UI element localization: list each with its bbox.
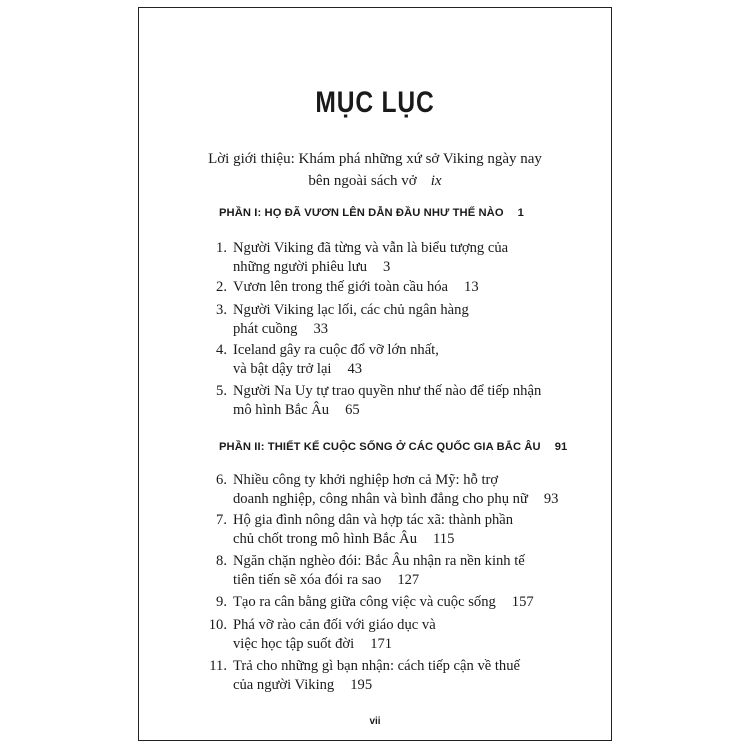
intro-entry <box>139 148 611 192</box>
entry-page-number: 127 <box>397 572 420 588</box>
part-label: PHẦN II: THIẾT KẾ CUỘC SỐNG Ở CÁC QUỐC GIA BẮC ÂU <box>219 441 541 453</box>
entry-text <box>233 552 525 590</box>
entry-line-1: Hộ gia đình nông dân và hợp tác xã: thành phần <box>233 512 514 528</box>
entry-line-1: Nhiều công ty khởi nghiệp hơn cả Mỹ: hỗ trợ <box>233 472 499 488</box>
entry-number: 2. <box>216 279 227 295</box>
entry-line-2 <box>233 320 469 339</box>
entry-line-1: Ngăn chặn nghèo đói: Bắc Âu nhận ra nền kinh tế <box>233 553 525 569</box>
entry-line-2-text: mô hình Bắc Âu <box>233 402 330 418</box>
page-number-footer: vii <box>369 716 381 727</box>
entry-line-2-text: và bật dậy trở lại <box>233 361 332 377</box>
entry-line-1: Phá vỡ rào cản đối với giáo dục và <box>233 617 436 633</box>
entry-page-number: 171 <box>370 636 393 652</box>
entry-page-number: 3 <box>383 259 391 275</box>
entry-page-number: 33 <box>313 321 329 337</box>
entry-text <box>233 471 558 509</box>
entry-line-2 <box>233 676 520 695</box>
entry-text <box>233 341 439 379</box>
entry-line-1: Người Viking đã từng và vẫn là biểu tượng của <box>233 240 509 256</box>
entry-line-2-text: tiên tiến sẽ xóa đói ra sao <box>233 572 382 588</box>
entry-line-2 <box>233 490 558 509</box>
entry-number: 4. <box>216 342 227 358</box>
part-heading-2 <box>219 441 567 453</box>
entry-line-2-text: những người phiêu lưu <box>233 259 368 275</box>
entry-number: 1. <box>216 240 227 256</box>
entry-page-number: 93 <box>543 491 559 507</box>
entry-line-2 <box>233 530 513 549</box>
entry-number: 8. <box>216 553 227 569</box>
entry-text <box>233 593 534 612</box>
entry-page-number: 195 <box>350 677 373 693</box>
entry-number: 7. <box>216 512 227 528</box>
entry-text <box>233 657 520 695</box>
entry-line-2-text: của người Viking <box>233 677 335 693</box>
entry-line-1: Người Viking lạc lối, các chủ ngân hàng <box>233 302 469 318</box>
book-page <box>138 7 612 741</box>
intro-line-1: Lời giới thiệu: Khám phá những xứ sở Viking ngày nay <box>208 151 542 167</box>
entry-line-2-text: chủ chốt trong mô hình Bắc Âu <box>233 531 418 547</box>
entry-number: 5. <box>216 383 227 399</box>
entry-line-2-text: phát cuồng <box>233 321 298 337</box>
entry-number: 3. <box>216 302 227 318</box>
entry-text <box>233 616 436 654</box>
part-label: PHẦN I: HỌ ĐÃ VƯƠN LÊN DẪN ĐẦU NHƯ THẾ NÀO <box>219 207 504 219</box>
intro-line-2 <box>139 170 611 192</box>
part-page-number: 1 <box>517 207 524 219</box>
entry-line-2 <box>233 401 541 420</box>
entry-page-number: 13 <box>464 279 479 295</box>
entry-line-2 <box>233 258 508 277</box>
entry-number: 11. <box>209 658 227 674</box>
entry-line-2-text: việc học tập suốt đời <box>233 636 355 652</box>
part-page-number: 91 <box>554 441 568 453</box>
entry-line-1: Iceland gây ra cuộc đổ vỡ lớn nhất, <box>233 342 439 358</box>
entry-page-number: 157 <box>511 594 534 610</box>
entry-line-2 <box>233 571 525 590</box>
entry-text <box>233 301 469 339</box>
entry-page-number: 65 <box>345 402 360 418</box>
intro-page-number: ix <box>430 173 442 189</box>
entry-line-2 <box>233 635 436 654</box>
entry-line-1 <box>233 593 534 612</box>
entry-page-number: 115 <box>433 531 455 547</box>
entry-number: 6. <box>216 472 227 488</box>
entry-text <box>233 382 541 420</box>
entry-text <box>233 511 513 549</box>
entry-number: 10. <box>208 617 227 633</box>
entry-page-number: 43 <box>347 361 363 377</box>
entry-line-1 <box>233 278 479 297</box>
entry-line-1-text: Vươn lên trong thế giới toàn cầu hóa <box>233 279 449 295</box>
entry-line-1: Trả cho những gì bạn nhận: cách tiếp cận về thuế <box>233 658 521 674</box>
entry-line-2-text: doanh nghiệp, công nhân và bình đẳng cho phụ nữ <box>233 491 528 507</box>
intro-line-2-text: bên ngoài sách vở <box>308 173 417 189</box>
entry-text <box>233 278 479 297</box>
entry-text <box>233 239 508 277</box>
entry-line-1: Người Na Uy tự trao quyền như thế nào để tiếp nhận <box>233 383 542 399</box>
part-heading-1 <box>219 207 524 219</box>
entry-line-2 <box>233 360 439 379</box>
entry-number: 9. <box>216 594 227 610</box>
page-title: MỤC LỤC <box>315 86 435 119</box>
entry-line-1-text: Tạo ra cân bằng giữa công việc và cuộc sống <box>233 594 496 610</box>
